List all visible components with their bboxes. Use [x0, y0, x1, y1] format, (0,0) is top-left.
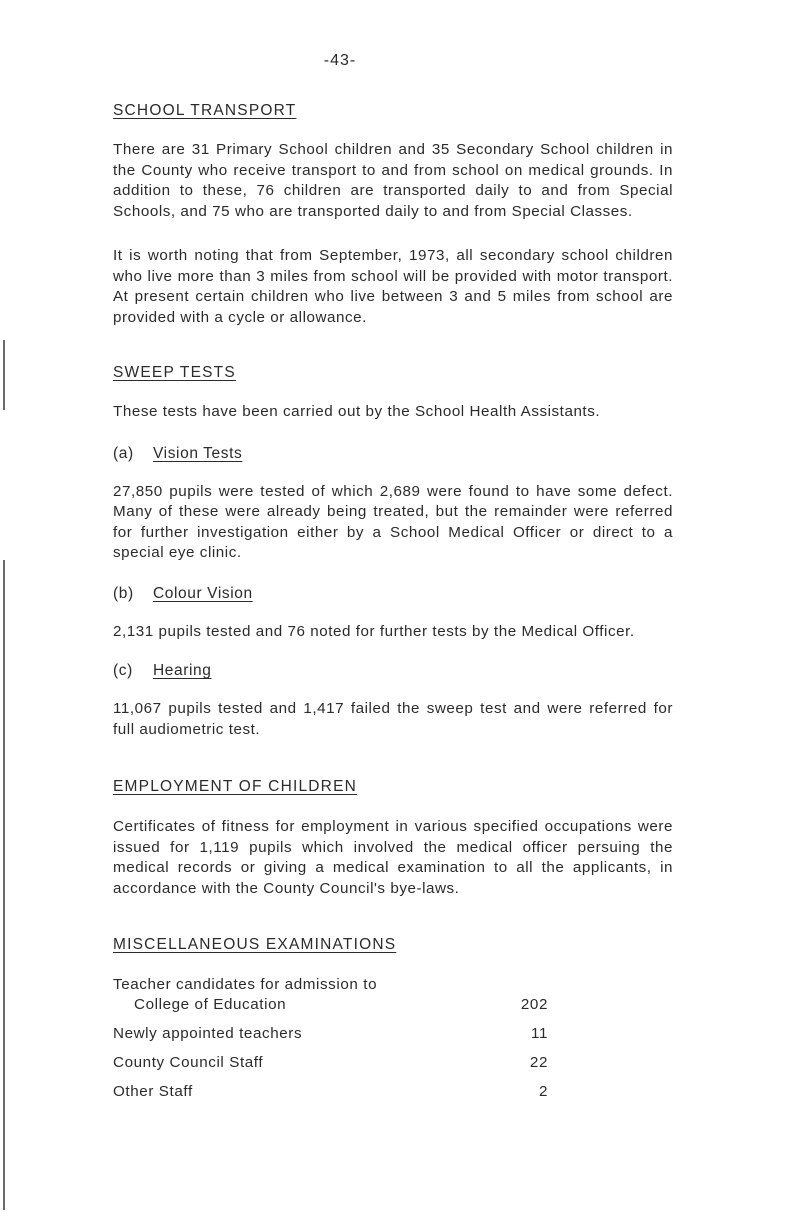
page-number: -43- [323, 52, 357, 69]
paragraph: 11,067 pupils tested and 1,417 failed the sweep test and were referred for full audiometric test. [113, 700, 673, 738]
table-row [113, 1082, 548, 1102]
subheading-hearing [113, 662, 673, 680]
row-label-line: Teacher candidates for admission to [113, 976, 378, 993]
subheading-marker: (b) [113, 584, 134, 602]
row-value: 2 [538, 1083, 548, 1100]
row-value: 22 [529, 1054, 548, 1071]
paragraph: There are 31 Primary School children and 35 Secondary School children in the County who receive transport to and from school on medical grounds. In addition to these, 76 children are transported daily to and from Special Schools, and 75 who are transported daily to and from Special Classes. [113, 141, 673, 220]
subheading-colour-vision [113, 585, 673, 603]
paragraph: These tests have been carried out by the School Health Assistants. [113, 403, 601, 420]
table-row [113, 975, 548, 1015]
scan-edge-shadow [3, 560, 5, 1210]
section-heading: SCHOOL TRANSPORT [113, 102, 297, 119]
section-heading: MISCELLANEOUS EXAMINATIONS [113, 936, 397, 953]
row-label: Other Staff [113, 1083, 193, 1100]
section-heading: SWEEP TESTS [113, 364, 236, 381]
table-row [113, 1024, 548, 1044]
row-label-line: College of Education [134, 996, 287, 1013]
paragraph: 27,850 pupils were tested of which 2,689 were found to have some defect. Many of these were already being treated, but the remainder were referred for further investigation either by a School Medical Officer or direct to a special eye clinic. [113, 482, 673, 561]
subheading-title: Hearing [153, 662, 212, 679]
section-heading: EMPLOYMENT OF CHILDREN [113, 778, 358, 795]
row-label [113, 975, 377, 1015]
row-value: 202 [520, 996, 548, 1013]
paragraph: 2,131 pupils tested and 76 noted for further tests by the Medical Officer. [113, 622, 635, 640]
subheading-vision-tests [113, 445, 673, 463]
subheading-title: Colour Vision [153, 584, 253, 602]
row-label: Newly appointed teachers [113, 1025, 303, 1042]
subheading-title: Vision Tests [153, 444, 243, 462]
scan-edge-shadow [3, 340, 5, 410]
section-miscellaneous-examinations [113, 936, 673, 1102]
section-sweep-tests [113, 364, 673, 740]
document-body [113, 92, 673, 1111]
section-school-transport [113, 102, 673, 328]
paragraph: It is worth noting that from September, 1973, all secondary school children who live more than 3 miles from school will be provided with motor transport. At present certain children who live between 3 and 5 miles from school are provided with a cycle or allowance. [113, 247, 673, 326]
table-row [113, 1053, 548, 1073]
subheading-marker: (c) [113, 662, 133, 679]
paragraph: Certificates of fitness for employment in various specified occupations were issued for 1,119 pupils which involved the medical officer persuing the medical records or giving a medical examination to all the applicants, in accordance with the County Council's bye-laws. [113, 818, 673, 897]
row-value: 11 [531, 1025, 548, 1042]
row-label: County Council Staff [113, 1054, 264, 1071]
subheading-marker: (a) [113, 444, 134, 462]
examinations-table [113, 975, 548, 1102]
section-employment-of-children [113, 778, 673, 899]
